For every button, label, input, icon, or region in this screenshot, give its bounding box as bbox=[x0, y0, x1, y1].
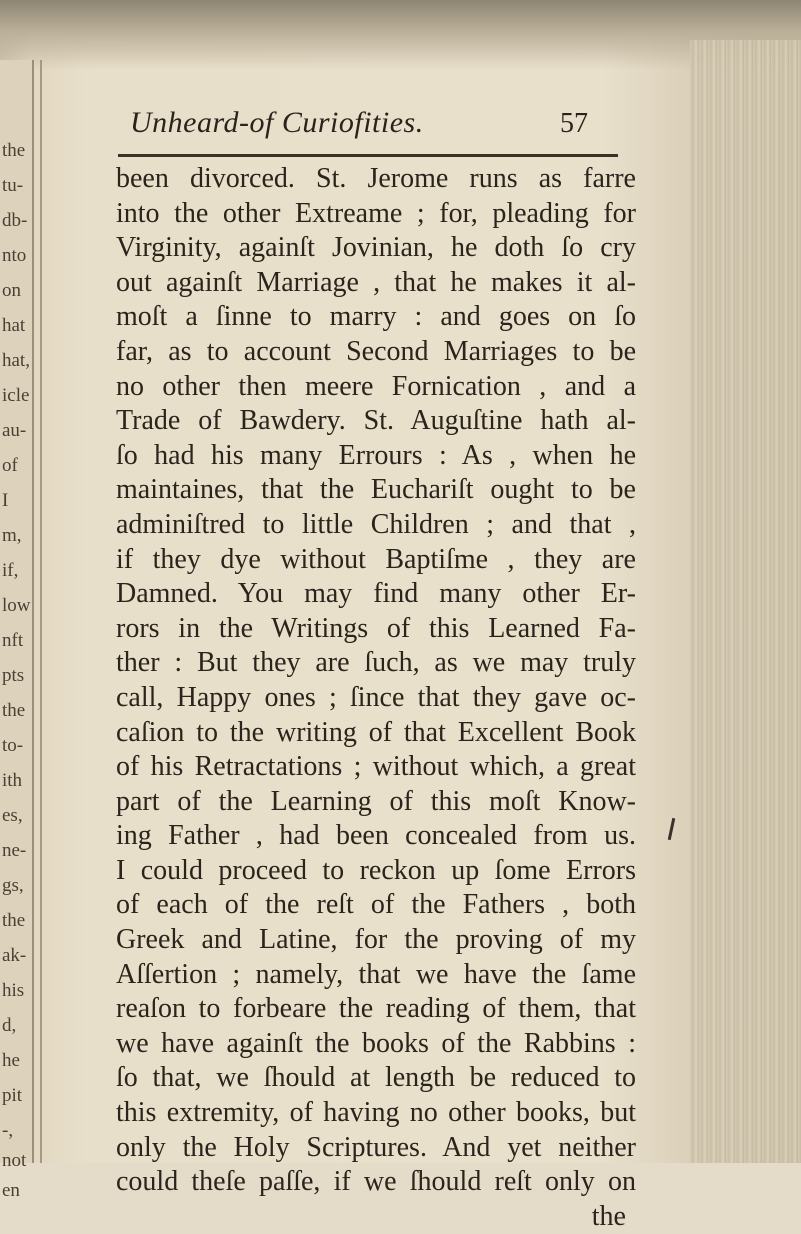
facing-fragment: if, bbox=[2, 560, 19, 581]
text-line: far, as to account Second Marriages to be bbox=[116, 335, 636, 367]
running-title: Unheard-of Curiofities. bbox=[130, 106, 424, 139]
text-line: reaſon to forbeare the reading of them, that bbox=[116, 993, 636, 1025]
text-line: ſo had his many Errours : As , when he bbox=[116, 439, 636, 471]
header-rule bbox=[118, 154, 618, 157]
facing-fragment: of bbox=[2, 455, 18, 476]
text-line: could theſe paſſe, if we ſhould reſt only on bbox=[116, 1166, 636, 1198]
text-line: part of the Learning of this moſt Know- bbox=[116, 785, 636, 817]
text-line: ther : But they are ſuch, as we may truly bbox=[116, 647, 636, 679]
text-line: caſion to the writing of that Excellent Book bbox=[116, 716, 636, 748]
facing-fragment: on bbox=[2, 280, 21, 301]
body-text bbox=[116, 162, 636, 1234]
text-line: ſo that, we ſhould at length be reduced to bbox=[116, 1062, 636, 1094]
text-line: out againſt Marriage , that he makes it al- bbox=[116, 266, 636, 298]
text-line: Damned. You may find many other Er- bbox=[116, 578, 636, 610]
text-line: Trade of Bawdery. St. Auguſtine hath al- bbox=[116, 405, 636, 437]
text-line: of each of the reſt of the Fathers , both bbox=[116, 889, 636, 921]
facing-fragment: hat bbox=[2, 315, 26, 336]
facing-fragment: nft bbox=[2, 630, 24, 651]
facing-fragment: d, bbox=[2, 1015, 17, 1036]
catchword: the bbox=[591, 1200, 626, 1232]
text-line: Aſſertion ; namely, that we have the ſame bbox=[116, 958, 636, 990]
text-line: Virginity, againſt Jovinian, he doth ſo cry bbox=[116, 232, 636, 264]
facing-fragment: -, bbox=[2, 1120, 14, 1141]
facing-fragment: pit bbox=[2, 1085, 23, 1106]
text-line: rors in the Writings of this Learned Fa- bbox=[116, 612, 636, 644]
running-head bbox=[60, 106, 620, 146]
text-line: of his Retractations ; without which, a great bbox=[116, 751, 636, 783]
text-line: maintaines, that the Euchariſt ought to be bbox=[116, 474, 636, 506]
facing-fragment: db- bbox=[2, 210, 28, 231]
facing-fragment: not bbox=[2, 1150, 27, 1171]
facing-fragment: en bbox=[2, 1180, 20, 1201]
facing-fragment: to- bbox=[2, 735, 24, 756]
facing-fragment: hat, bbox=[2, 350, 30, 371]
text-line: no other then meere Fornication , and a bbox=[116, 370, 636, 402]
scan-top-edge bbox=[0, 0, 801, 70]
facing-fragment: ak- bbox=[2, 945, 27, 966]
facing-page-edge bbox=[0, 60, 34, 1201]
page-edges bbox=[690, 40, 801, 1163]
facing-fragment: the bbox=[2, 700, 26, 721]
page-number: 57 bbox=[560, 108, 588, 139]
facing-fragment: pts bbox=[2, 665, 25, 686]
facing-fragment: low bbox=[2, 595, 31, 616]
facing-fragment: he bbox=[2, 1050, 20, 1071]
text-line: adminiſtred to little Children ; and that , bbox=[116, 508, 636, 540]
text-line: we have againſt the books of the Rabbins : bbox=[116, 1027, 636, 1059]
facing-fragment: m, bbox=[2, 525, 22, 546]
text-line: Greek and Latine, for the proving of my bbox=[116, 924, 636, 956]
facing-fragment: tu- bbox=[2, 175, 24, 196]
text-line: moſt a ſinne to marry : and goes on ſo bbox=[116, 301, 636, 333]
gutter-line bbox=[40, 60, 42, 1163]
text-line: only the Holy Scriptures. And yet neither bbox=[116, 1131, 636, 1163]
facing-fragment: au- bbox=[2, 420, 27, 441]
facing-fragment: ith bbox=[2, 770, 23, 791]
facing-fragment: gs, bbox=[2, 875, 24, 896]
facing-fragment: the bbox=[2, 910, 26, 931]
facing-fragment: I bbox=[2, 490, 9, 511]
text-line: if they dye without Baptiſme , they are bbox=[116, 543, 636, 575]
text-line: call, Happy ones ; ſince that they gave oc- bbox=[116, 681, 636, 713]
facing-fragment: the bbox=[2, 140, 26, 161]
facing-fragment: his bbox=[2, 980, 25, 1001]
text-line: I could proceed to reckon up ſome Errors bbox=[116, 854, 636, 886]
facing-fragment: es, bbox=[2, 805, 23, 826]
facing-fragment: ne- bbox=[2, 840, 27, 861]
facing-fragment: nto bbox=[2, 245, 27, 266]
text-line: this extremity, of having no other books, but bbox=[116, 1097, 636, 1129]
facing-fragment: icle bbox=[2, 385, 30, 406]
text-line: into the other Extreame ; for, pleading for bbox=[116, 197, 636, 229]
text-line: ing Father , had been concealed from us. bbox=[116, 820, 636, 852]
text-line: been divorced. St. Jerome runs as farre bbox=[116, 163, 636, 194]
book-page bbox=[60, 70, 680, 1232]
